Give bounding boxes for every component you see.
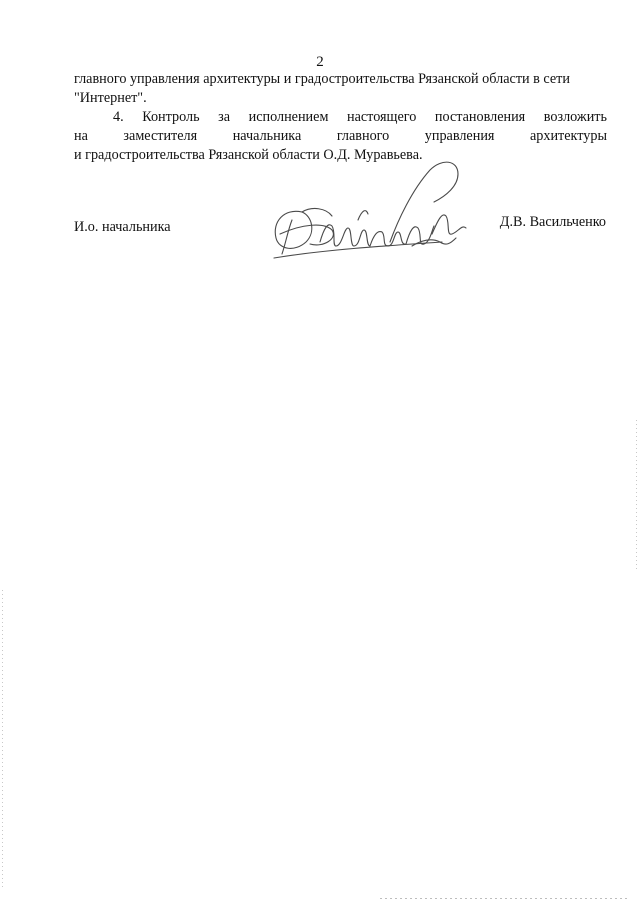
text-line: "Интернет".: [74, 90, 147, 106]
scan-edge-left: [2, 590, 3, 890]
signatory-name: Д.В. Васильченко: [499, 214, 606, 230]
word: начальника: [232, 128, 302, 144]
word: постановления: [434, 109, 526, 125]
word: Контроль: [142, 109, 200, 125]
signatory-title: И.о. начальника: [74, 219, 171, 235]
word: управления: [424, 128, 495, 144]
word: архитектуры: [529, 128, 607, 144]
scan-edge-right: [636, 420, 637, 570]
paragraph-4-line-1: [74, 108, 607, 127]
page-number: 2: [316, 54, 324, 70]
paragraph-4-line-2: [74, 127, 607, 146]
word: настоящего: [347, 109, 417, 125]
word: исполнением: [248, 109, 329, 125]
scan-edge-bottom: [380, 898, 630, 899]
word: за: [218, 109, 231, 125]
word: заместителя: [123, 128, 198, 144]
paragraph-4-line-3: и градостроительства Рязанской области О.Д. Муравьева.: [74, 147, 423, 163]
handwritten-signature: [262, 150, 477, 270]
word: 4.: [113, 109, 124, 125]
word: на: [74, 128, 88, 144]
word: возложить: [543, 109, 607, 125]
word: главного: [336, 128, 390, 144]
text-line: главного управления архитектуры и градостроительства Рязанской области в сети: [74, 71, 570, 87]
